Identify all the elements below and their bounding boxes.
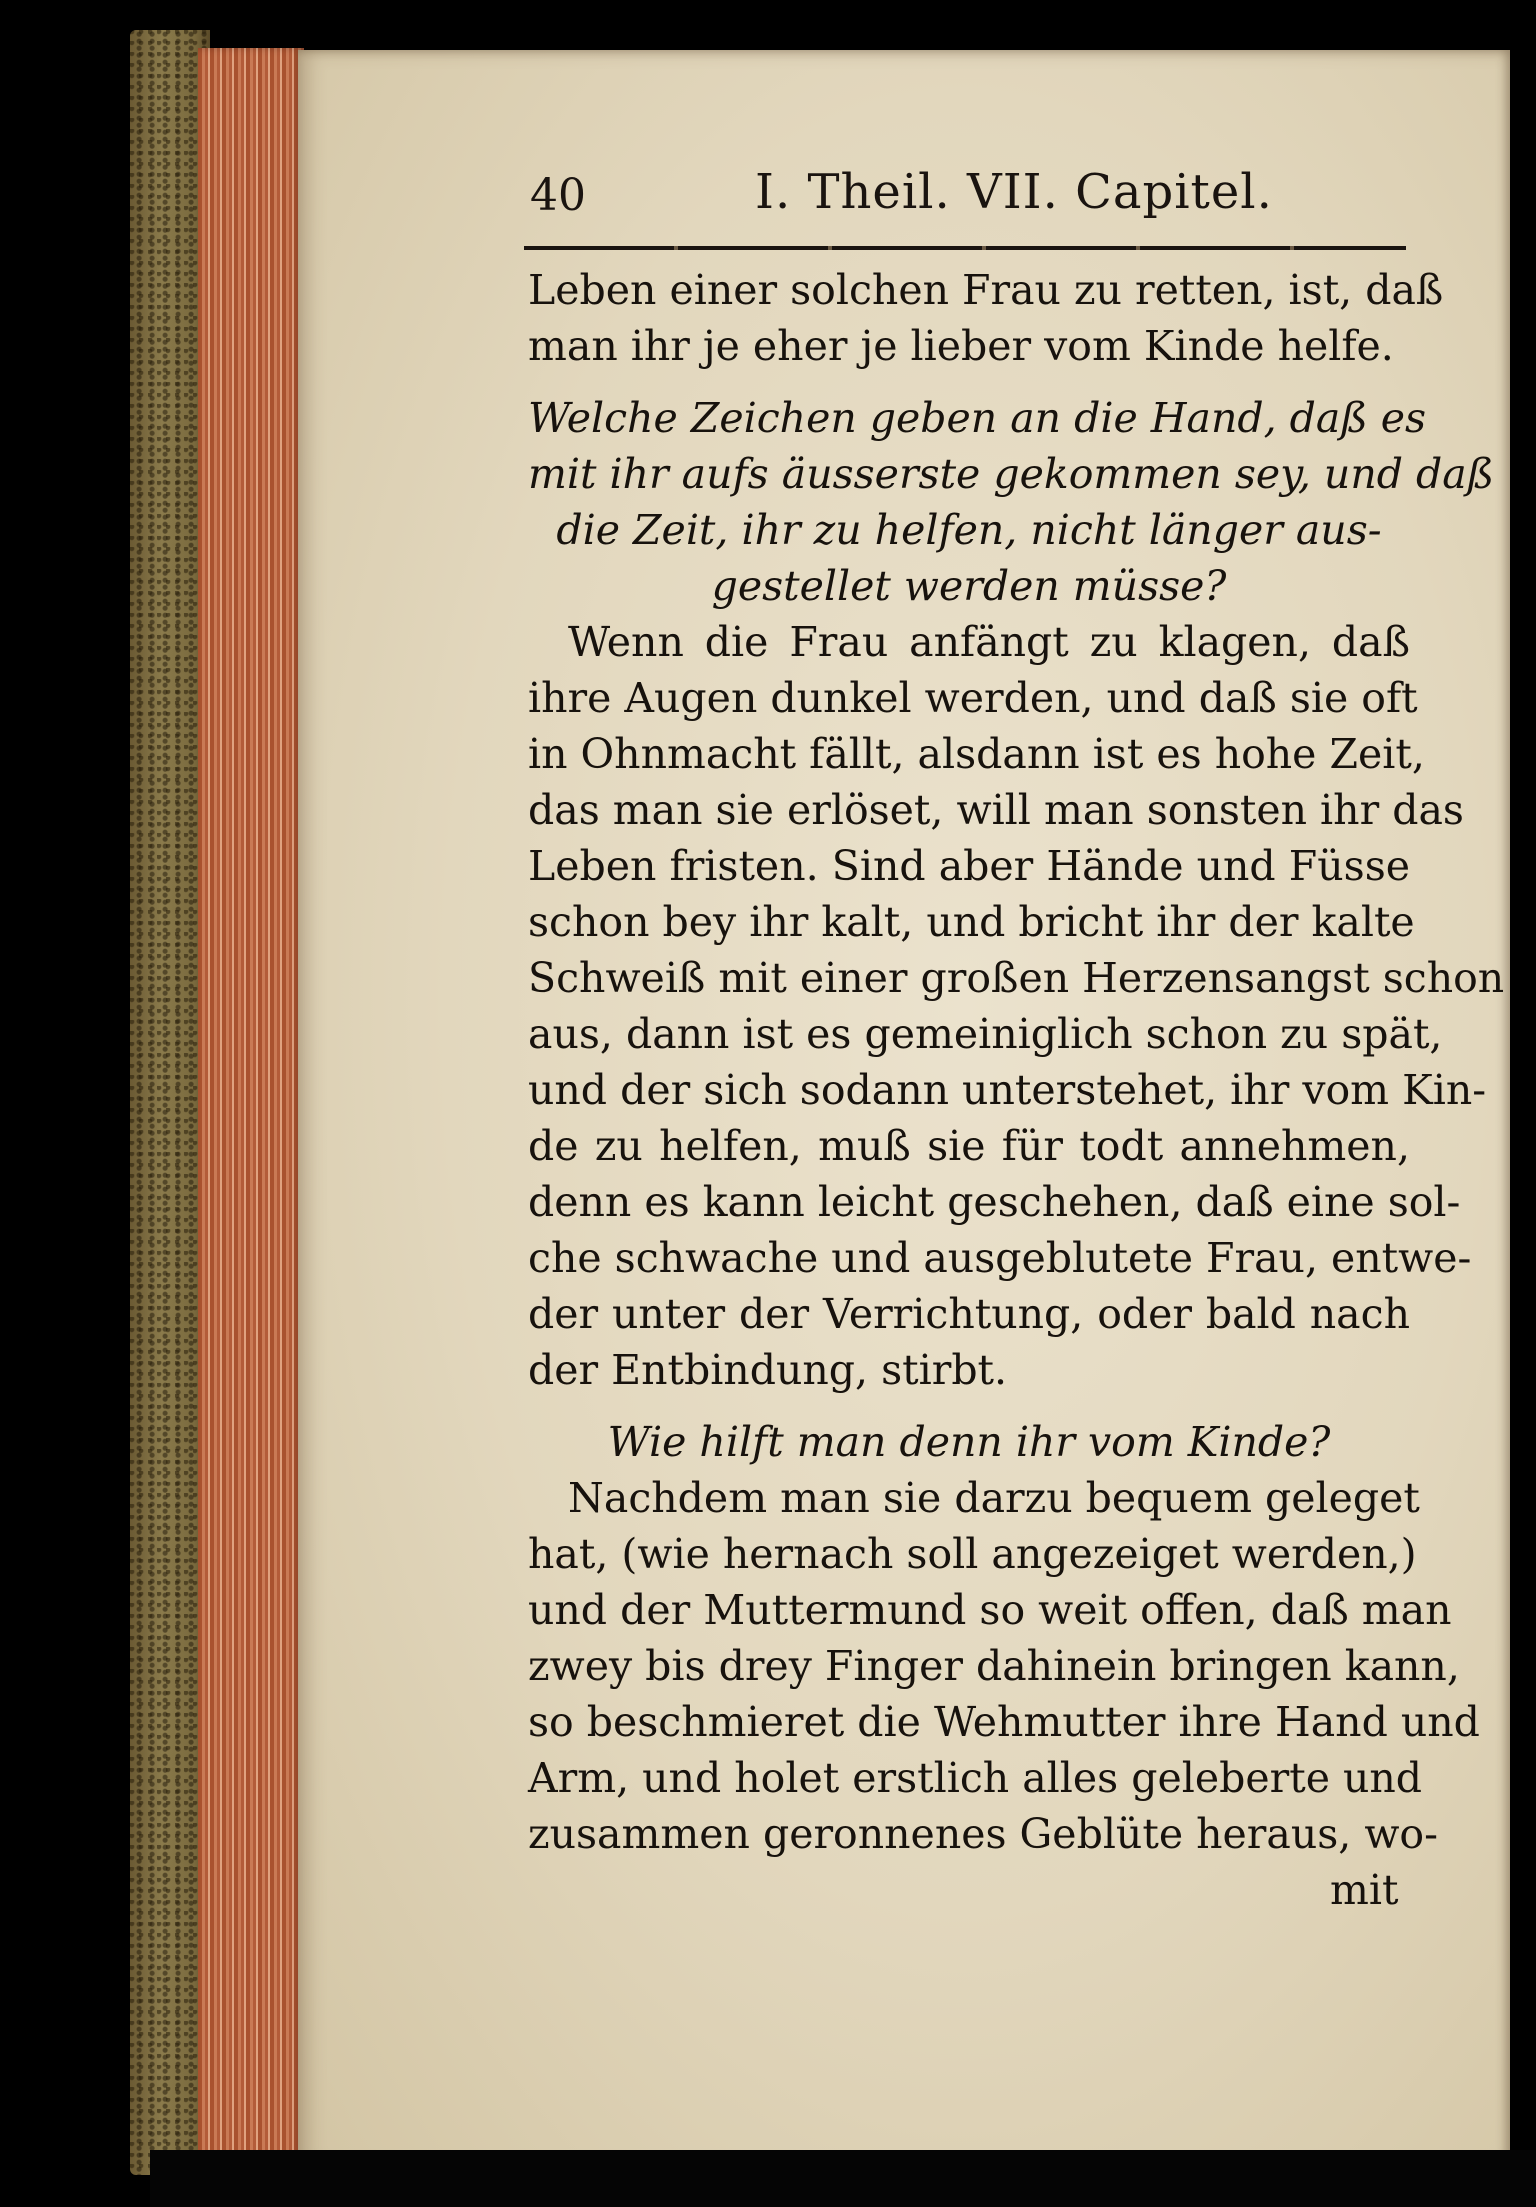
running-head: I. Theil. VII. Capitel. <box>755 164 1273 220</box>
text-line: das man sie erlöset, will man sonsten ihr das <box>528 786 1464 834</box>
text-line: che schwache und ausgeblutete Frau, entwe- <box>528 1234 1472 1282</box>
text-line: denn es kann leicht geschehen, daß eine sol- <box>528 1178 1461 1226</box>
catchword: mit <box>1330 1866 1399 1914</box>
text-line: Leben einer solchen Frau zu retten, ist, daß <box>528 266 1444 314</box>
page-text <box>528 262 1505 1862</box>
text-line: Arm, und holet erstlich alles geleberte und <box>528 1754 1423 1802</box>
text-line: man ihr je eher je lieber vom Kinde helfe. <box>528 322 1394 370</box>
text-line: der Entbindung, stirbt. <box>528 1346 1008 1394</box>
paragraph-2 <box>528 614 1505 1398</box>
text-line: Welche Zeichen geben an die Hand, daß es <box>528 394 1427 442</box>
background-shadow <box>150 2150 1536 2207</box>
text-line: und der Muttermund so weit offen, daß man <box>528 1586 1452 1634</box>
text-line: der unter der Verrichtung, oder bald nach <box>528 1290 1410 1338</box>
text-line: und der sich sodann unterstehet, ihr vom Kin- <box>528 1066 1487 1114</box>
question-2 <box>528 1414 1410 1470</box>
page-edges <box>198 48 304 2166</box>
text-line: Leben fristen. Sind aber Hände und Füsse <box>528 842 1410 890</box>
text-line: aus, dann ist es gemeiniglich schon zu spät, <box>528 1010 1443 1058</box>
text-line: schon bey ihr kalt, und bricht ihr der kalte <box>528 898 1415 946</box>
text-line: gestellet werden müsse? <box>711 562 1227 610</box>
text-line: de zu helfen, muß sie für todt annehmen, <box>528 1122 1410 1170</box>
text-line: ihre Augen dunkel werden, und daß sie oft <box>528 674 1418 722</box>
text-line: zusammen geronnenes Geblüte heraus, wo- <box>528 1810 1438 1858</box>
text-line: Nachdem man sie darzu bequem geleget <box>568 1474 1420 1522</box>
question-1 <box>528 390 1495 614</box>
text-line: so beschmieret die Wehmutter ihre Hand und <box>528 1698 1480 1746</box>
text-line: mit ihr aufs äusserste gekommen sey, und daß <box>528 450 1495 498</box>
text-line: Wenn die Frau anfängt zu klagen, daß <box>568 618 1410 666</box>
paragraph-3 <box>528 1470 1480 1862</box>
text-line: Schweiß mit einer großen Herzensangst schon <box>528 954 1505 1002</box>
page-number: 40 <box>530 170 586 221</box>
text-line: hat, (wie hernach soll angezeiget werden,) <box>528 1530 1417 1578</box>
text-line: Wie hilft man denn ihr vom Kinde? <box>607 1418 1331 1466</box>
text-line: die Zeit, ihr zu helfen, nicht länger aus- <box>556 506 1382 554</box>
header-rule <box>524 246 1406 250</box>
paragraph-1 <box>528 262 1444 374</box>
text-line: in Ohnmacht fällt, alsdann ist es hohe Zeit, <box>528 730 1425 778</box>
text-line: zwey bis drey Finger dahinein bringen kann, <box>528 1642 1460 1690</box>
